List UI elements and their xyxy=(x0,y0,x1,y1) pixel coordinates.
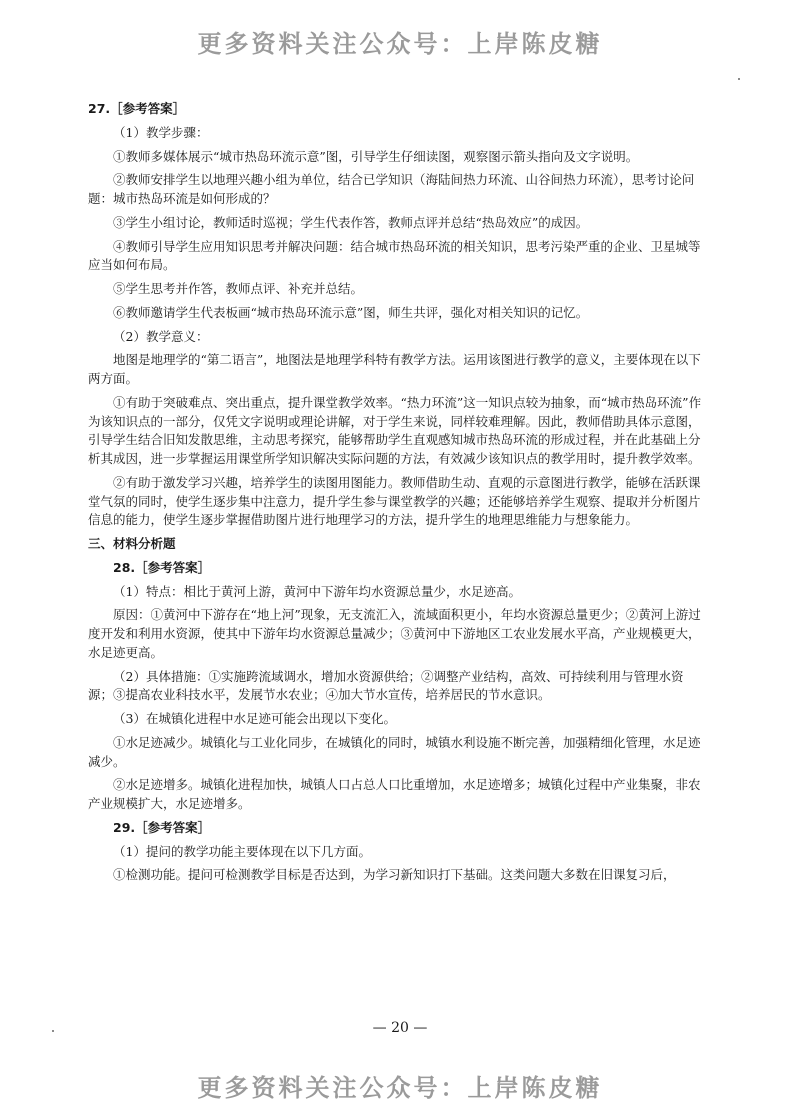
q27-heading: 27.［参考答案］ xyxy=(88,101,186,116)
q27-step: ④教师引导学生应用知识思考并解决问题：结合城市热岛环流的相关知识，思考污染严重的企业、卫星城等应当如何布局。 xyxy=(88,238,701,273)
q28-para: ②水足迹增多。城镇化进程加快，城镇人口占总人口比重增加，水足迹增多；城镇化过程中产业集聚，非农产业规模扩大，水足迹增多。 xyxy=(88,777,701,811)
q27-meaning-para: 地图是地理学的“第二语言”，地图法是地理学科特有教学方法。运用该图进行教学的意义，主要体现在以下两方面。 xyxy=(88,352,701,386)
q29-para: （1）提问的教学功能主要体现在以下几方面。 xyxy=(113,843,371,859)
q27-steps-title: （1）教学步骤： xyxy=(113,124,209,140)
document-body xyxy=(88,100,706,890)
q28-para: （1）特点：相比于黄河上游，黄河中下游年均水资源总量少，水足迹高。 xyxy=(113,583,521,599)
q28-para: ①水足迹减少。城镇化与工业化同步，在城镇化的同时，城镇水利设施不断完善，加强精细化管理，水足迹减少。 xyxy=(88,734,701,769)
q28-para: 原因：①黄河中下游存在“地上河”现象，无支流汇入，流域面积更小，年均水资源总量更少；②黄河上游过度开发和利用水资源，使其中下游年均水资源总量减少；③黄河中下游地区工农业发展水平高，产业规模更大，水足迹更高。 xyxy=(88,607,701,660)
section-heading: 三、材料分析题 xyxy=(88,536,176,551)
q27-step: ⑤学生思考并作答，教师点评、补充并总结。 xyxy=(113,281,364,296)
q27-step: ②教师安排学生以地理兴趣小组为单位，结合已学知识（海陆间热力环流、山谷间热力环流），思考讨论问题：城市热岛环流是如何形成的？ xyxy=(88,172,695,206)
q28-heading: 28.［参考答案］ xyxy=(113,559,211,575)
scan-speck xyxy=(738,78,740,80)
scan-speck xyxy=(52,1030,54,1032)
q29-heading: 29.［参考答案］ xyxy=(113,819,211,835)
q27-meaning-para: ①有助于突破难点、突出重点，提升课堂教学效率。“热力环流”这一知识点较为抽象，而“城市热岛环流”作为该知识点的一部分，仅凭文字说明或理论讲解，对于学生来说，同样较难理解。因此，教师借助具体示意图，引导学生结合旧知发散思维，主动思考探究，能够帮助学生直观感知城市热岛环流的形成过程，并在此基础上分析其成因，进一步掌握运用课堂所学知识解决实际问题的方法，有效减少该知识点的教学用时，提升教学效率。 xyxy=(88,394,702,466)
q27-step: ③学生小组讨论，教师适时巡视；学生代表作答，教师点评并总结“热岛效应”的成因。 xyxy=(113,214,589,230)
watermark-bottom: 更多资料关注公众号：上岸陈皮糖 xyxy=(197,1074,603,1102)
q27-step: ⑥教师邀请学生代表板画“城市热岛环流示意”图，师生共评，强化对相关知识的记忆。 xyxy=(113,304,589,320)
page-number: — 20 — xyxy=(372,1020,428,1036)
q27-meaning-title: （2）教学意义： xyxy=(113,328,209,344)
q29-para: ①检测功能。提问可检测教学目标是否达到，为学习新知识打下基础。这类问题大多数在旧课复习后， xyxy=(113,867,676,883)
q28-para: （3）在城镇化进程中水足迹可能会出现以下变化。 xyxy=(113,711,396,726)
q27-step: ①教师多媒体展示“城市热岛环流示意”图，引导学生仔细读图，观察图示箭头指向及文字说明。 xyxy=(113,148,639,164)
q27-meaning-para: ②有助于激发学习兴趣，培养学生的读图用图能力。教师借助生动、直观的示意图进行教学，能够在活跃课堂气氛的同时，使学生逐步集中注意力，提升学生参与课堂教学的兴趣；还能够培养学生观察、提取并分析图片信息的能力，使学生逐步掌握借助图片进行地理学习的方法，提升学生的地理思维能力与想象能力。 xyxy=(88,474,701,528)
q28-para: （2）具体措施：①实施跨流域调水，增加水资源供给；②调整产业结构，高效、可持续利用与管理水资源；③提高农业科技水平，发展节水农业；④加大节水宣传，培养居民的节水意识。 xyxy=(88,668,684,703)
watermark-top: 更多资料关注公众号：上岸陈皮糖 xyxy=(197,30,603,58)
